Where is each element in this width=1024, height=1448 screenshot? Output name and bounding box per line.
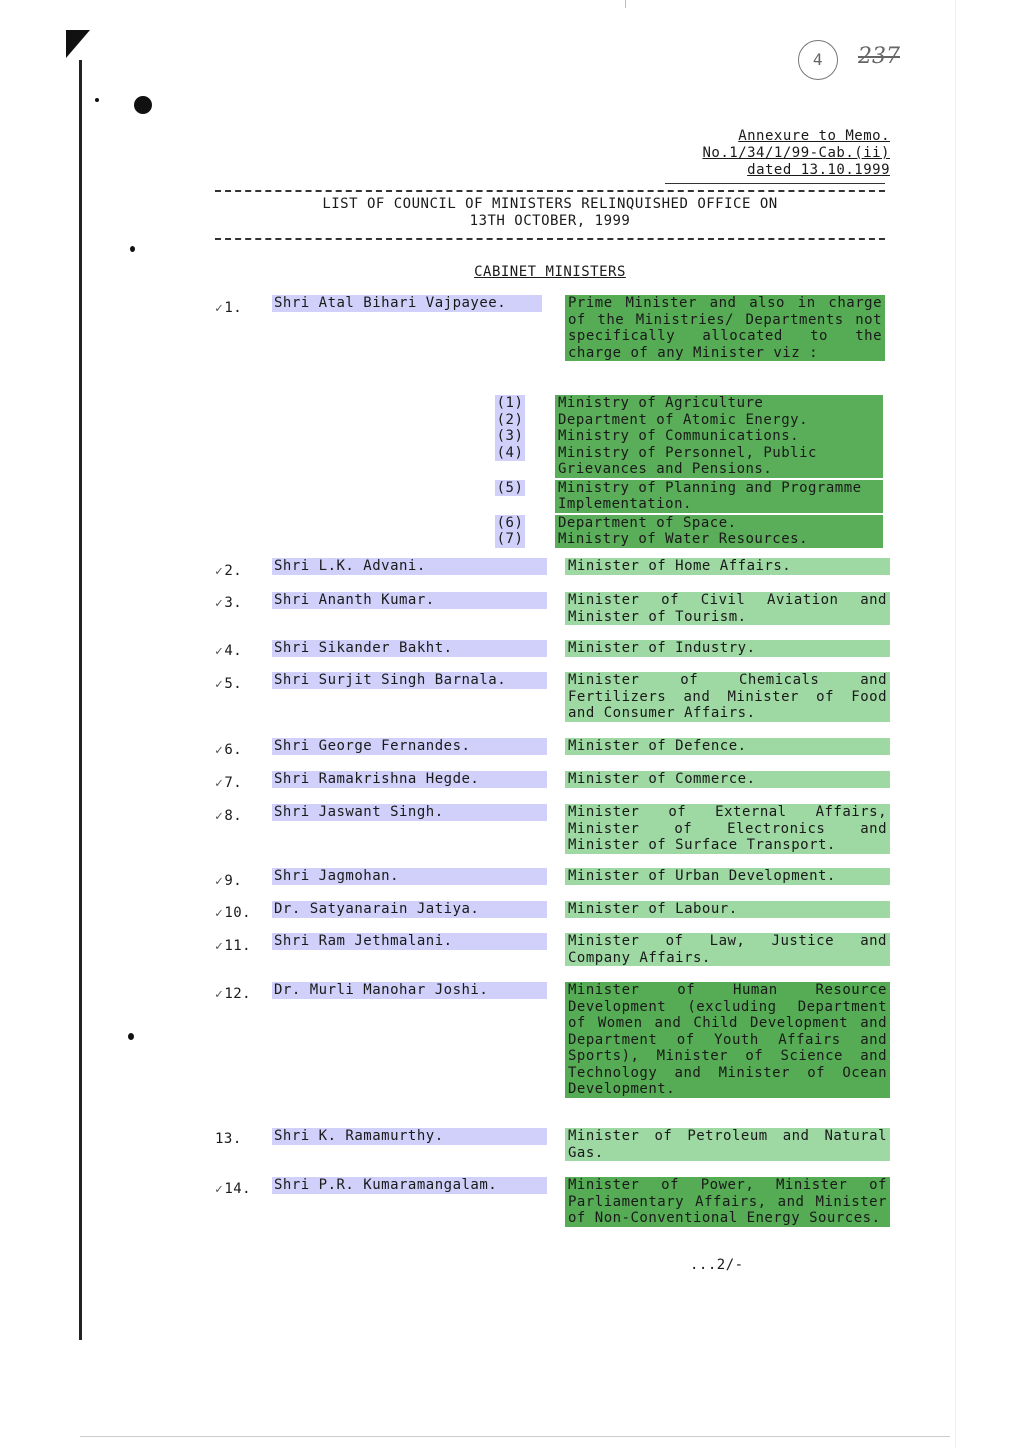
minister-name: Shri Atal Bihari Vajpayee. [272, 295, 542, 312]
department-item: (3) Ministry of Communications. [495, 428, 895, 445]
speck [128, 1033, 134, 1040]
annexure-line-1: Annexure to Memo. [738, 128, 890, 144]
minister-number: ✓11. [215, 938, 252, 954]
scan-edge-right [955, 0, 956, 1448]
department-item: (6) Department of Space. [495, 515, 895, 532]
minister-name: Shri Ram Jethmalani. [272, 933, 547, 950]
minister-number: ✓9. [215, 873, 243, 889]
minister-number: 13. [215, 1131, 242, 1147]
minister-name: Dr. Murli Manohar Joshi. [272, 982, 547, 999]
minister-portfolio: Minister of Commerce. [565, 771, 890, 788]
department-item: (7) Ministry of Water Resources. [495, 531, 895, 548]
document-title [215, 196, 885, 230]
minister-number: ✓1. [215, 300, 243, 316]
annexure-line-3: dated 13.10.1999 [747, 162, 890, 178]
department-item: (4) Ministry of Personnel, Public Grievances and Pensions. [495, 445, 895, 478]
minister-name: Shri George Fernandes. [272, 738, 547, 755]
punch-hole [134, 96, 152, 114]
title-line-1: LIST OF COUNCIL OF MINISTERS RELINQUISHED OFFICE ON [322, 196, 778, 212]
title-line-2: 13TH OCTOBER, 1999 [469, 213, 631, 229]
minister-portfolio: Minister of Urban Development. [565, 868, 890, 885]
minister-number: ✓14. [215, 1181, 252, 1197]
title-divider-top [215, 190, 885, 192]
annexure-line-2: No.1/34/1/99-Cab.(ii) [702, 145, 890, 161]
minister-portfolio: Minister of Home Affairs. [565, 558, 890, 575]
minister-number: ✓10. [215, 905, 252, 921]
corner-mark [66, 30, 90, 58]
minister-portfolio: Minister of Industry. [565, 640, 890, 657]
minister-number: ✓8. [215, 808, 243, 824]
speck [130, 246, 135, 252]
page-continuation: ...2/- [690, 1257, 744, 1273]
annexure-header [600, 128, 890, 179]
department-list [495, 395, 895, 548]
minister-name: Shri Sikander Bakht. [272, 640, 547, 657]
minister-portfolio: Minister of Chemicals and Fertilizers and Minister of Food and Consumer Affairs. [565, 672, 890, 722]
department-item: (5) Ministry of Planning and Programme Implementation. [495, 480, 895, 513]
minister-number: ✓5. [215, 676, 243, 692]
department-item: (1) Ministry of Agriculture [495, 395, 895, 412]
minister-portfolio: Minister of Petroleum and Natural Gas. [565, 1128, 890, 1161]
minister-portfolio: Minister of Labour. [565, 901, 890, 918]
page-stamp-circle: 4 [798, 40, 838, 80]
minister-name: Shri Ramakrishna Hegde. [272, 771, 547, 788]
minister-name: Shri Jagmohan. [272, 868, 547, 885]
minister-name: Shri Ananth Kumar. [272, 592, 547, 609]
minister-number: ✓12. [215, 986, 252, 1002]
minister-portfolio: Prime Minister and also in charge of the Ministries/ Departments not specifically allocated to the charge of any Minister viz : [565, 295, 885, 361]
minister-name: Shri Jaswant Singh. [272, 804, 547, 821]
scan-edge-mark [625, 0, 626, 8]
minister-number: ✓6. [215, 742, 243, 758]
minister-number: ✓4. [215, 643, 243, 659]
minister-name: Shri Surjit Singh Barnala. [272, 672, 547, 689]
department-item: (2) Department of Atomic Energy. [495, 412, 895, 429]
scan-edge-bottom [80, 1436, 950, 1437]
title-divider-bottom [215, 238, 885, 240]
page-stamp-number: 237 [858, 44, 900, 69]
minister-portfolio: Minister of Civil Aviation and Minister of Tourism. [565, 592, 890, 625]
section-heading: CABINET MINISTERS [474, 264, 626, 280]
minister-number: ✓7. [215, 775, 243, 791]
minister-portfolio: Minister of Defence. [565, 738, 890, 755]
minister-number: ✓2. [215, 563, 243, 579]
minister-number: ✓3. [215, 595, 243, 611]
margin-line [79, 60, 82, 1340]
minister-portfolio: Minister of External Affairs, Minister of Electronics and Minister of Surface Transport. [565, 804, 890, 854]
minister-portfolio: Minister of Law, Justice and Company Affairs. [565, 933, 890, 966]
header-underline [665, 183, 885, 184]
minister-name: Shri L.K. Advani. [272, 558, 547, 575]
minister-portfolio: Minister of Power, Minister of Parliamentary Affairs, and Minister of Non-Conventional Energy Sources. [565, 1177, 890, 1227]
minister-name: Shri P.R. Kumaramangalam. [272, 1177, 547, 1194]
minister-name: Dr. Satyanarain Jatiya. [272, 901, 547, 918]
minister-name: Shri K. Ramamurthy. [272, 1128, 547, 1145]
speck [95, 98, 99, 102]
minister-portfolio: Minister of Human Resource Development (excluding Department of Women and Child Development and Department of Youth Affairs and Sports), Minister of Science and Technology and Minister of Ocean Development. [565, 982, 890, 1098]
